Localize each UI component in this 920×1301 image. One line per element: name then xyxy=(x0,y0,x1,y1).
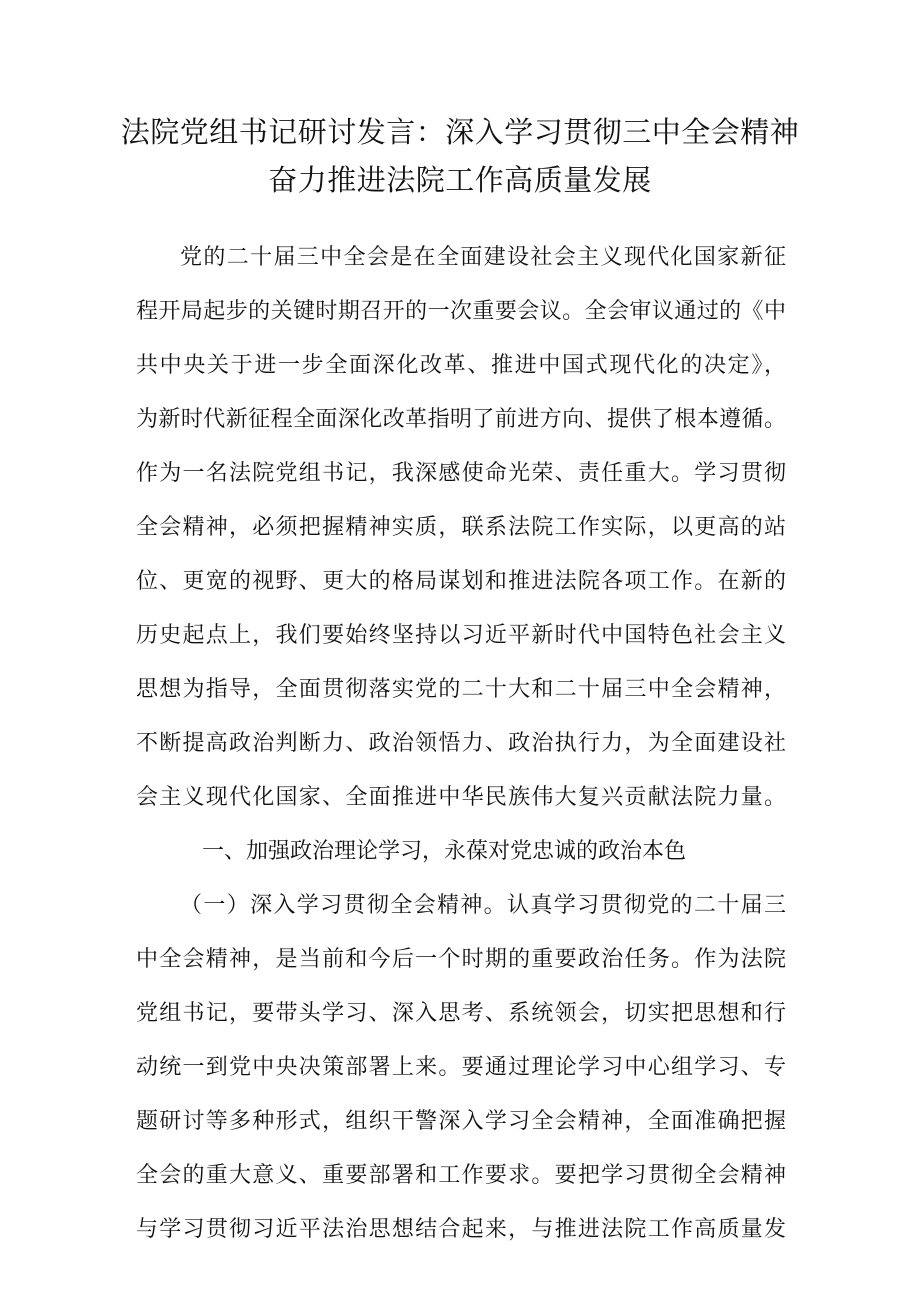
paragraph-1-line: 党的二十届三中全会是在全面建设社会主义现代化国家新征 xyxy=(180,245,786,270)
section-heading: 一、加强政治理论学习，永葆对党忠诚的政治本色 xyxy=(202,839,687,864)
paragraph-1-line: 程开局起步的关键时期召开的一次重要会议。全会审议通过的《中 xyxy=(136,299,786,324)
paragraph-2-line: 中全会精神，是当前和今后一个时期的重要政治任务。作为法院 xyxy=(136,947,786,972)
paragraph-1-line: 共中央关于进一步全面深化改革、推进中国式现代化的决定》， xyxy=(136,353,786,378)
paragraph-1-line: 历史起点上，我们要始终坚持以习近平新时代中国特色社会主义 xyxy=(136,623,786,648)
paragraph-2-line: （一）深入学习贯彻全会精神。认真学习贯彻党的二十届三 xyxy=(180,893,786,918)
paragraph-1-line: 为新时代新征程全面深化改革指明了前进方向、提供了根本遵循。 xyxy=(136,407,786,432)
paragraph-1-line: 思想为指导，全面贯彻落实党的二十大和二十届三中全会精神， xyxy=(136,677,786,702)
paragraph-2-line: 党组书记，要带头学习、深入思考、系统领会，切实把思想和行 xyxy=(136,1001,786,1026)
paragraph-2-line: 全会的重大意义、重要部署和工作要求。要把学习贯彻全会精神 xyxy=(136,1163,786,1188)
paragraph-1-line: 全会精神，必须把握精神实质，联系法院工作实际，以更高的站 xyxy=(136,515,786,540)
paragraph-2-line: 与学习贯彻习近平法治思想结合起来，与推进法院工作高质量发 xyxy=(136,1217,786,1242)
paragraph-1-line: 位、更宽的视野、更大的格局谋划和推进法院各项工作。在新的 xyxy=(136,569,786,594)
document-title-line-2: 奋力推进法院工作高质量发展 xyxy=(268,163,652,197)
paragraph-1-line: 会主义现代化国家、全面推进中华民族伟大复兴贡献法院力量。 xyxy=(136,785,786,810)
paragraph-2-line: 题研讨等多种形式，组织干警深入学习全会精神，全面准确把握 xyxy=(136,1109,786,1134)
paragraph-1-line: 不断提高政治判断力、政治领悟力、政治执行力，为全面建设社 xyxy=(136,731,786,756)
paragraph-1-line: 作为一名法院党组书记，我深感使命光荣、责任重大。学习贯彻 xyxy=(136,461,786,486)
document-title-line-1: 法院党组书记研讨发言：深入学习贯彻三中全会精神 xyxy=(120,115,800,149)
paragraph-2-line: 动统一到党中央决策部署上来。要通过理论学习中心组学习、专 xyxy=(136,1055,786,1080)
